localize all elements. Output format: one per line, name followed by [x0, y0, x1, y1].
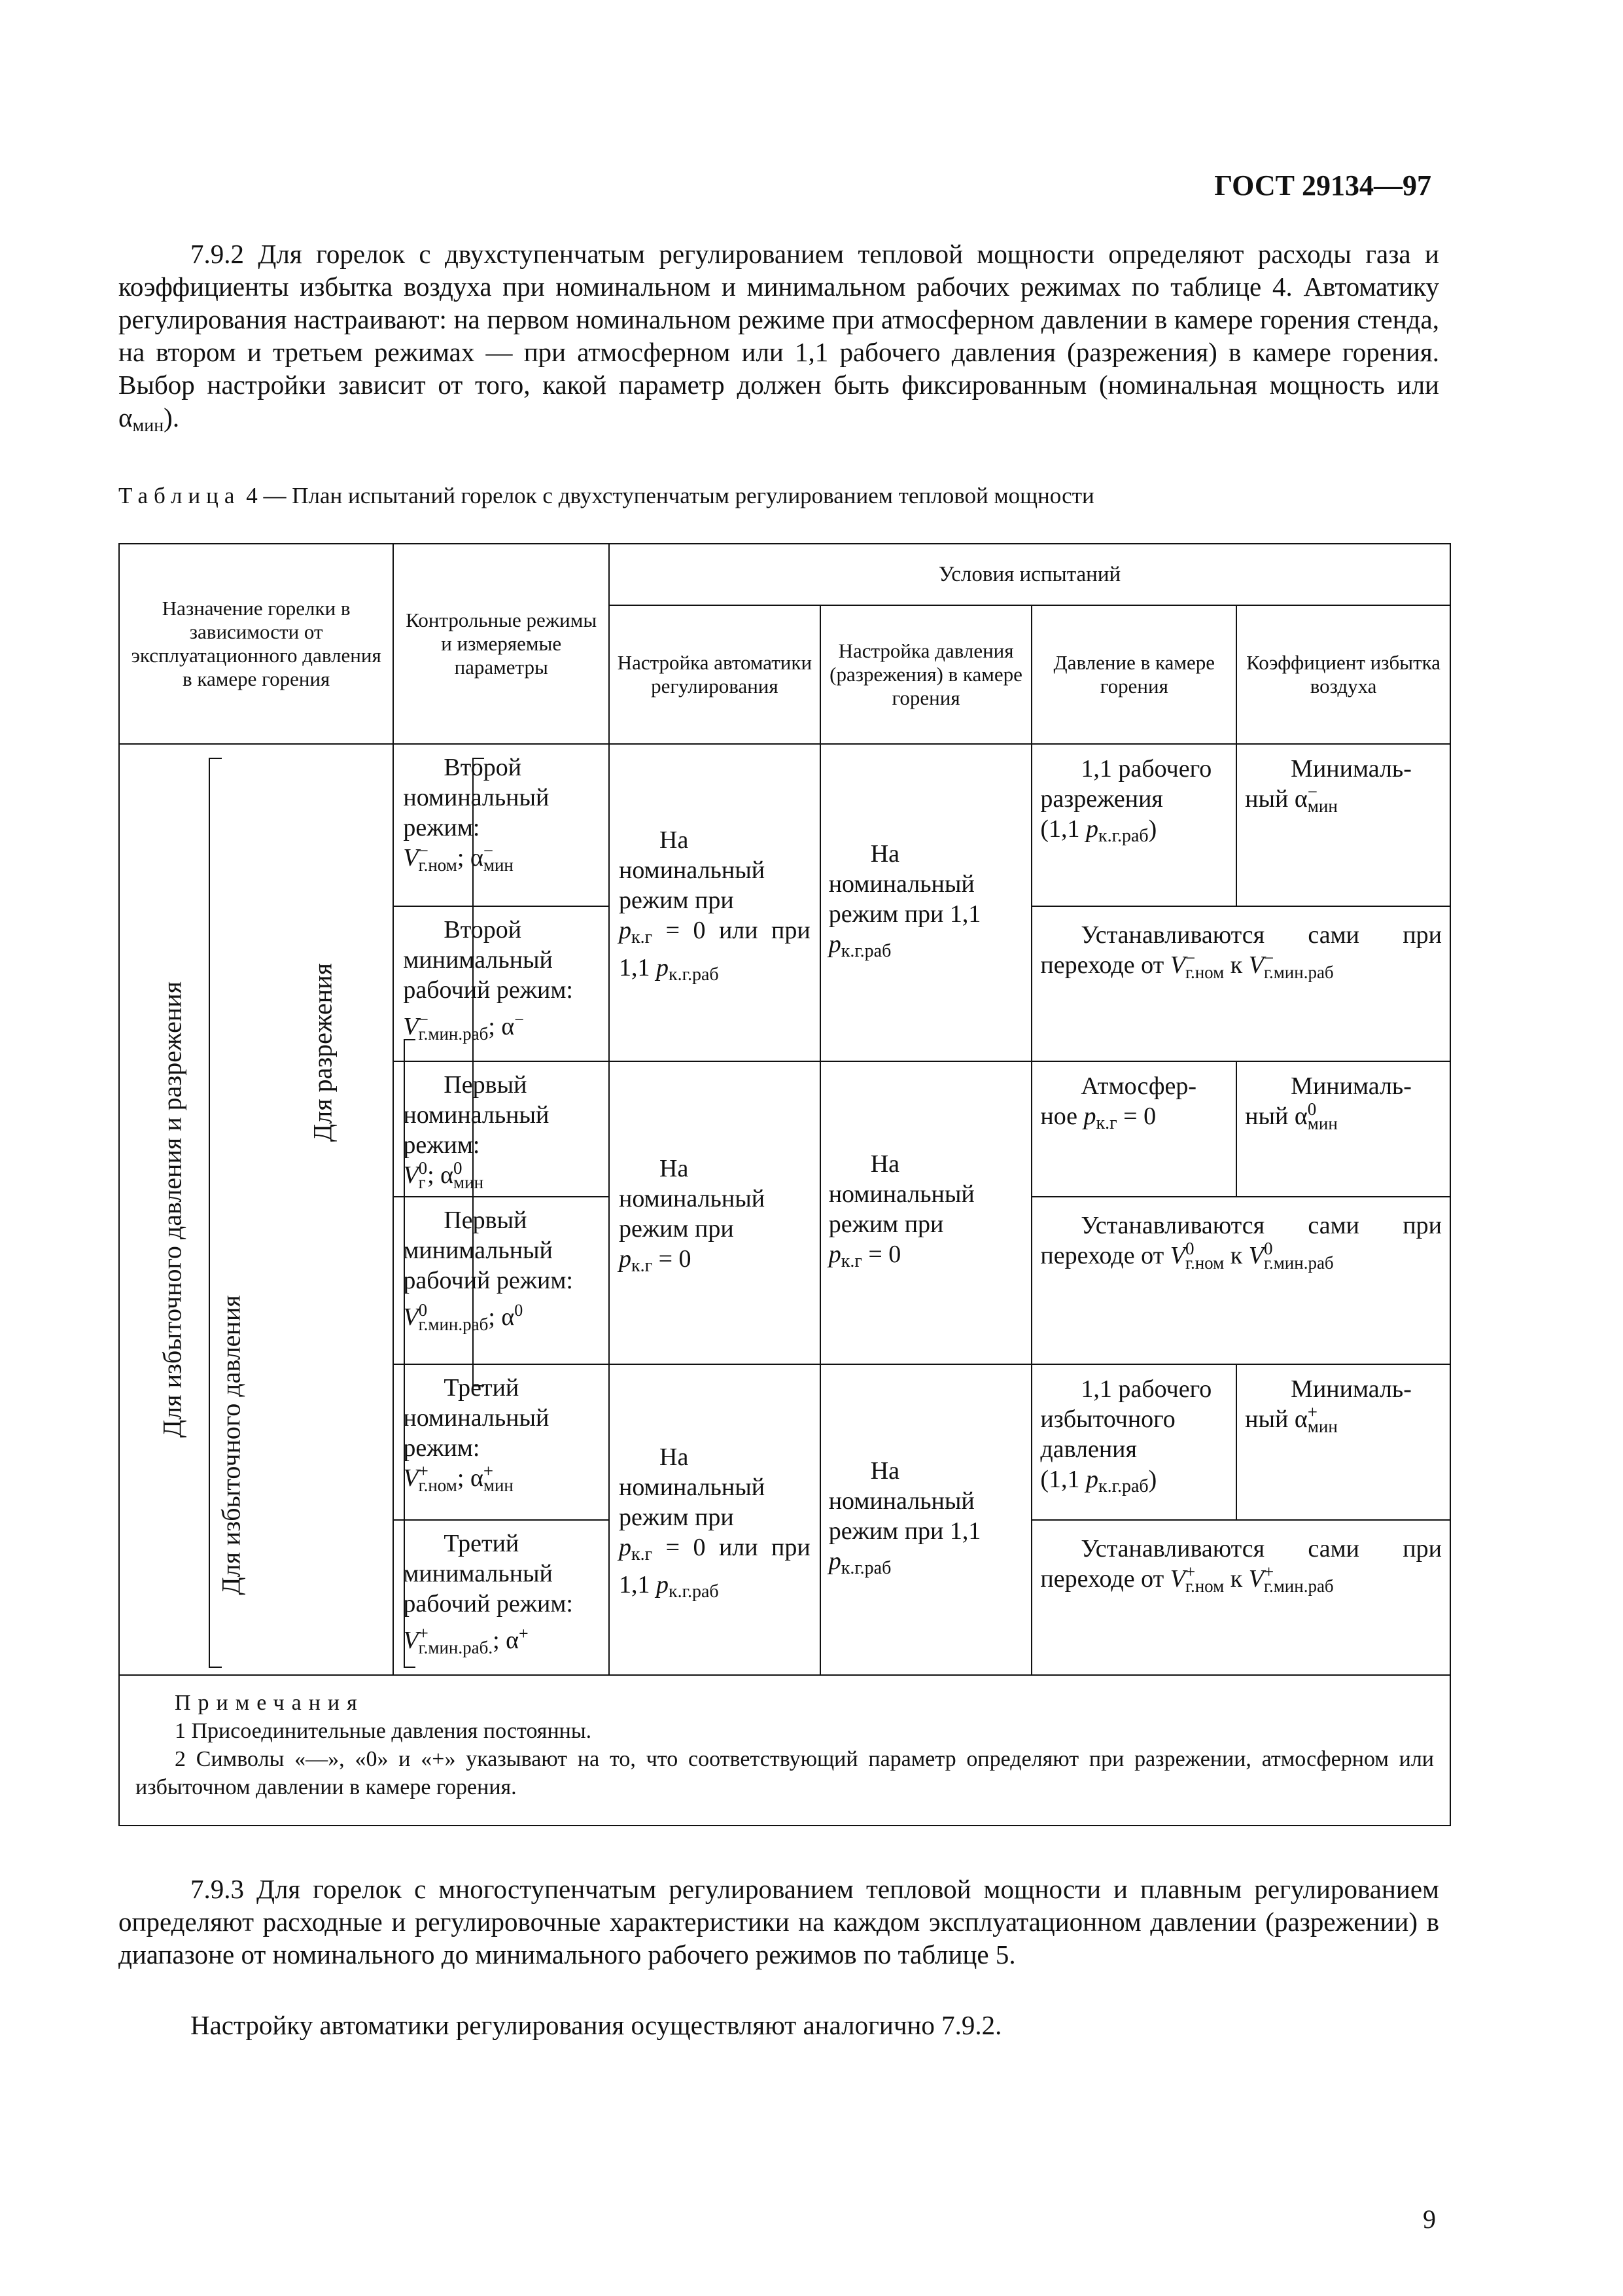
- pressure-setting-cell: На номинальный режим при $p_{к.г} = 0$: [820, 1061, 1032, 1364]
- paragraph-7-9-3: 7.9.3 Для горелок с многоступенчатым регулированием тепловой мощности и плавным регулированием определяют расходные и регулировочные характеристики на каждом эксплуатационном давлении (разрежении) в диапазоне от номинального до минимального рабочего режимов по таблице 5.: [118, 1874, 1439, 1969]
- pressure-setting-cell: На номинальный режим при 1,1 $p_{к.г.раб}$: [820, 1364, 1032, 1675]
- install-cell: Устанавливаются сами при переходе от V − г.ном к V − г.мин.раб: [1032, 906, 1450, 1061]
- install-cell: Устанавливаются сами при переходе от V + г.ном к V + г.мин.раб: [1032, 1520, 1450, 1675]
- mode-cell: Первый номинальный режим: V 0 г ; α 0 мин: [393, 1061, 609, 1197]
- table-row: [119, 744, 1450, 906]
- header-control-modes: Контрольные режимы и измеряемые параметры: [393, 544, 609, 744]
- pressure-setting-cell: На номинальный режим при 1,1 $p_{к.г.раб}$: [820, 744, 1032, 1061]
- mode-cell: Третий номинальный режим: V + г.ном ; α + мин: [393, 1364, 609, 1520]
- air-excess-cell: Минималь- ный α + мин: [1236, 1364, 1450, 1520]
- table-4: [118, 543, 1451, 1826]
- label-excess-pressure: Для избыточного давления: [216, 1295, 246, 1595]
- table-caption: Таблица 4 — План испытаний горелок с двухступенчатым регулированием тепловой мощности: [118, 483, 1094, 508]
- mode-cell: Третий минимальный рабочий режим: V + г.мин.раб. ; α+: [393, 1520, 609, 1675]
- table-notes: Примечания 1 Присоединительные давления постоянны. 2 Символы «—», «0» и «+» указывают на то, что соответствующий параметр определяют при разрежении, атмосферном или избыточном давлении в камере горения.: [119, 1675, 1450, 1826]
- header-row-1: [119, 544, 1450, 605]
- automation-cell: На номинальный режим при $p_{к.г} = 0$ или при 1,1 $p_{к.г.раб}$: [609, 744, 820, 1061]
- automation-cell: На номинальный режим при $p_{к.г} = 0$: [609, 1061, 820, 1364]
- document-code: ГОСТ 29134—97: [1214, 169, 1431, 202]
- paragraph-7-9-2: 7.9.2 Для горелок с двухступенчатым регулированием тепловой мощности определяют расходы газа и коэффициенты избытка воздуха при номинальном и минимальном рабочих режимах по таблице 4. Автоматику регулирования настраивают: на первом номинальном режиме при атмосферном давлении в камере горения стенда, на втором и третьем режимах — при атмосферном или 1,1 рабочего давления (разрежения) в камере горения. Выбор настройки зависит от того, какой параметр должен быть фиксированным (номинальная мощность или $\alpha_{мин}$).: [118, 239, 1439, 436]
- header-air-excess: Коэффициент избытка воздуха: [1236, 605, 1450, 744]
- mode-cell: Первый минимальный рабочий режим: V 0 г.мин.раб ; $\alpha^0$: [393, 1197, 609, 1364]
- vacuum-bracket: [472, 758, 484, 1386]
- notes-row: [119, 1675, 1450, 1826]
- label-vacuum: Для разрежения: [307, 963, 338, 1142]
- install-cell: Устанавливаются сами при переходе от V 0 г.ном к V 0 г.мин.раб: [1032, 1197, 1450, 1364]
- mode-cell: Второй минимальный рабочий режим: V − г.мин.раб ; α−: [393, 906, 609, 1061]
- air-excess-cell: Минималь- ный α − мин: [1236, 744, 1450, 906]
- header-purpose: Назначение горелки в зависимости от эксплуатационного давления в камере горения: [119, 544, 393, 744]
- header-pressure: Давление в камере горения: [1032, 605, 1236, 744]
- automation-cell: На номинальный режим при $p_{к.г} = 0$ или при 1,1 $p_{к.г.раб}$: [609, 1364, 820, 1675]
- excess-bracket: [404, 1039, 415, 1668]
- mode-cell: Второй номинальный режим: V − г.ном ; α − мин: [393, 744, 609, 906]
- page-number: 9: [1423, 2204, 1436, 2234]
- label-excess-and-vacuum: Для избыточного давления и разрежения: [157, 981, 187, 1438]
- pressure-cell: 1,1 рабочего избыточного давления (1,1 $p_{к.г.раб}$): [1032, 1364, 1236, 1520]
- header-automation: Настройка автоматики регулирования: [609, 605, 820, 744]
- air-excess-cell: Минималь- ный α 0 мин: [1236, 1061, 1450, 1197]
- pressure-cell: Атмосфер- ное $p_{к.г} = 0$: [1032, 1061, 1236, 1197]
- header-test-conditions: Условия испытаний: [609, 544, 1450, 605]
- header-pressure-setting: Настройка давления (разрежения) в камере горения: [820, 605, 1032, 744]
- pressure-cell: 1,1 рабочего разрежения (1,1 $p_{к.г.раб}$): [1032, 744, 1236, 906]
- paragraph-final: Настройку автоматики регулирования осуществляют аналогично 7.9.2.: [190, 2010, 1002, 2040]
- purpose-cell: [119, 744, 393, 1675]
